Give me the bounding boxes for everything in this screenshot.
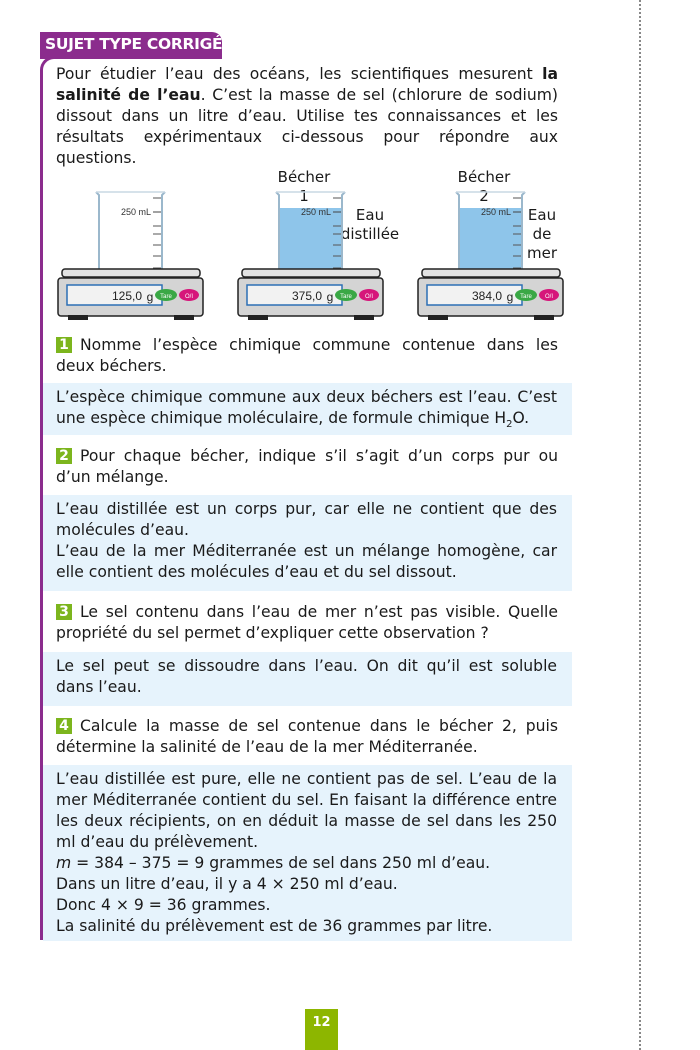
answer-text: Le sel peut se dissoudre dans l’eau. On dit qu’il est soluble dans l’eau. bbox=[56, 657, 557, 696]
answer-1 bbox=[43, 383, 572, 435]
intro-text bbox=[56, 64, 558, 169]
page-number: 12 bbox=[305, 1009, 338, 1050]
question-number: 4 bbox=[56, 718, 72, 734]
graduation-label: 250 mL bbox=[300, 207, 331, 217]
label-line: de bbox=[532, 225, 552, 243]
beaker-icon bbox=[456, 192, 525, 270]
scale-reading: 384,0 bbox=[471, 289, 502, 303]
answer-text: L’eau distillée est un corps pur, car elle ne contient que des molécules d’eau. bbox=[56, 500, 557, 539]
label-line: mer bbox=[526, 244, 557, 262]
svg-text:O/I: O/I bbox=[364, 294, 374, 300]
scale-2 bbox=[236, 168, 386, 323]
beaker-icon bbox=[276, 192, 345, 270]
question-4 bbox=[56, 716, 558, 758]
section-header: SUJET TYPE CORRIGÉ bbox=[40, 32, 222, 57]
svg-text:O/I: O/I bbox=[184, 294, 194, 300]
question-text: Le sel contenu dans l’eau de mer n’est pas visible. Quelle propriété du sel permet d’expliquer cette observation ? bbox=[56, 603, 558, 642]
scale-reading: 375,0 bbox=[291, 289, 322, 303]
answer-text: L’espèce chimique commune aux deux béchers est l’eau. C’est une espèce chimique moléculaire, de formule chimique H bbox=[56, 388, 557, 427]
scale-1 bbox=[56, 168, 206, 323]
intro-part1: Pour étudier l’eau des océans, les scientifiques mesurent bbox=[56, 65, 543, 83]
question-number: 1 bbox=[56, 337, 72, 353]
question-text: Pour chaque bécher, indique s’il s’agit d’un corps pur ou d’un mélange. bbox=[56, 447, 558, 486]
beaker-icon bbox=[96, 192, 165, 270]
intro-bold: la salinité de l’eau bbox=[56, 65, 558, 104]
experiment-figure bbox=[56, 168, 566, 323]
answer-text: La salinité du prélèvement est de 36 grammes par litre. bbox=[56, 917, 493, 935]
question-text: Nomme l’espèce chimique commune contenue dans les deux béchers. bbox=[56, 336, 558, 375]
graduation-label: 250 mL bbox=[120, 207, 151, 217]
answer-text: O. bbox=[512, 409, 530, 427]
svg-text:Tare: Tare bbox=[160, 294, 172, 300]
answer-3 bbox=[43, 652, 572, 706]
scale-unit: g bbox=[326, 290, 334, 304]
cut-line bbox=[639, 0, 641, 1050]
answer-text: L’eau de la mer Méditerranée est un mélange homogène, car elle contient des molécules d’eau et du sel dissout. bbox=[56, 542, 557, 581]
answer-2 bbox=[43, 495, 572, 591]
scale-reading: 125,0 bbox=[111, 289, 142, 303]
beaker2-title: Bécher 2 bbox=[457, 168, 511, 205]
question-1 bbox=[56, 335, 558, 377]
label-line: Eau bbox=[527, 206, 557, 224]
answer-text: Donc 4 × 9 = 36 grammes. bbox=[56, 896, 271, 914]
question-number: 2 bbox=[56, 448, 72, 464]
answer-text: = 384 – 375 = 9 grammes de sel dans 250 ml d’eau. bbox=[71, 854, 491, 872]
scale-unit: g bbox=[146, 290, 154, 304]
beaker1-title: Bécher 1 bbox=[277, 168, 331, 205]
answer-text: L’eau distillée est pure, elle ne contient pas de sel. L’eau de la mer Méditerranée contient du sel. En faisant la différence entre les deux récipients, on en déduit la masse de sel dans les 250 ml d’eau du prélèvement. bbox=[56, 770, 557, 851]
answer-text: Dans un litre d’eau, il y a 4 × 250 ml d’eau. bbox=[56, 875, 398, 893]
svg-text:Tare: Tare bbox=[340, 294, 352, 300]
scale-3 bbox=[416, 168, 566, 323]
question-2 bbox=[56, 446, 558, 488]
variable: m bbox=[56, 854, 72, 872]
answer-4 bbox=[43, 765, 572, 941]
scale-unit: g bbox=[506, 290, 514, 304]
subscript: 2 bbox=[506, 419, 513, 431]
question-number: 3 bbox=[56, 604, 72, 620]
svg-text:O/I: O/I bbox=[544, 294, 554, 300]
question-3 bbox=[56, 602, 558, 644]
section-frame-top bbox=[40, 56, 222, 59]
graduation-label: 250 mL bbox=[480, 207, 511, 217]
beaker1-content-label: Eau distillée bbox=[340, 206, 400, 243]
intro-part2: . C’est la masse de sel (chlorure de sodium) dissout dans un litre d’eau. Utilise tes connaissances et les résultats expérimentaux ci-dessous pour répondre aux questions. bbox=[56, 86, 558, 167]
question-text: Calcule la masse de sel contenue dans le bécher 2, puis détermine la salinité de l’eau de la mer Méditerranée. bbox=[56, 717, 558, 756]
svg-text:Tare: Tare bbox=[520, 294, 532, 300]
